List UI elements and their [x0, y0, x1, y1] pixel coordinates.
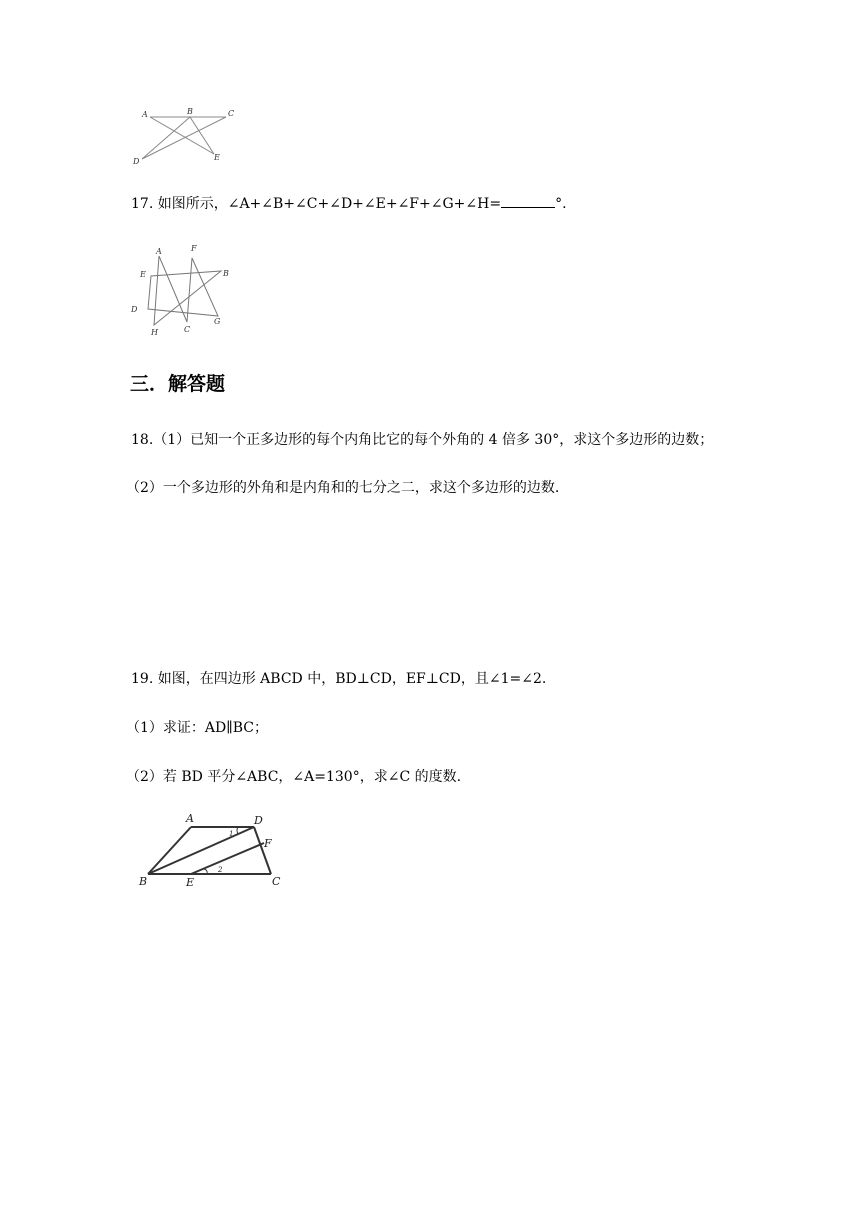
label-F: F	[264, 837, 272, 850]
question-17	[131, 193, 567, 214]
label-A: A	[142, 110, 148, 119]
label-E: E	[186, 876, 195, 889]
label-G: G	[214, 317, 221, 326]
question-19-part2: （2）若 BD 平分∠ABC，∠A=130°，求∠C 的度数.	[126, 769, 462, 785]
label-B: B	[139, 875, 148, 888]
angle-2-label: 2	[218, 866, 223, 874]
label-D: D	[131, 305, 138, 314]
question-17-number: 17.	[131, 196, 154, 212]
question-17-unit: °.	[555, 196, 567, 212]
label-A: A	[156, 247, 162, 256]
question-18-part2: （2）一个多边形的外角和是内角和的七分之二，求这个多边形的边数.	[126, 480, 560, 496]
question-18-part1: 18.（1）已知一个正多边形的每个内角比它的每个外角的 4 倍多 30°，求这个多边形的边数；	[131, 432, 714, 448]
label-C: C	[272, 875, 281, 888]
angle-1-label: 1	[229, 830, 234, 838]
label-E: E	[214, 153, 220, 162]
label-D: D	[254, 814, 263, 827]
label-A: A	[186, 812, 194, 825]
label-B: B	[223, 269, 229, 278]
label-C: C	[228, 109, 235, 118]
figure-q19	[134, 810, 294, 890]
label-H: H	[151, 328, 158, 337]
figure-q16	[128, 100, 248, 170]
question-19-stem: 19. 如图，在四边形 ABCD 中，BD⊥CD，EF⊥CD，且∠1=∠2.	[131, 671, 547, 687]
question-17-text: 如图所示，∠A+∠B+∠C+∠D+∠E+∠F+∠G+∠H=	[157, 196, 502, 212]
answer-blank	[501, 193, 555, 208]
label-B: B	[187, 107, 193, 116]
label-C: C	[184, 325, 191, 334]
label-F: F	[191, 244, 197, 253]
label-E: E	[140, 270, 146, 279]
figure-q17	[128, 240, 238, 340]
section-title: 三．解答题	[130, 373, 226, 395]
label-D: D	[133, 157, 140, 166]
question-19-part1: （1）求证：AD∥BC；	[126, 720, 268, 736]
